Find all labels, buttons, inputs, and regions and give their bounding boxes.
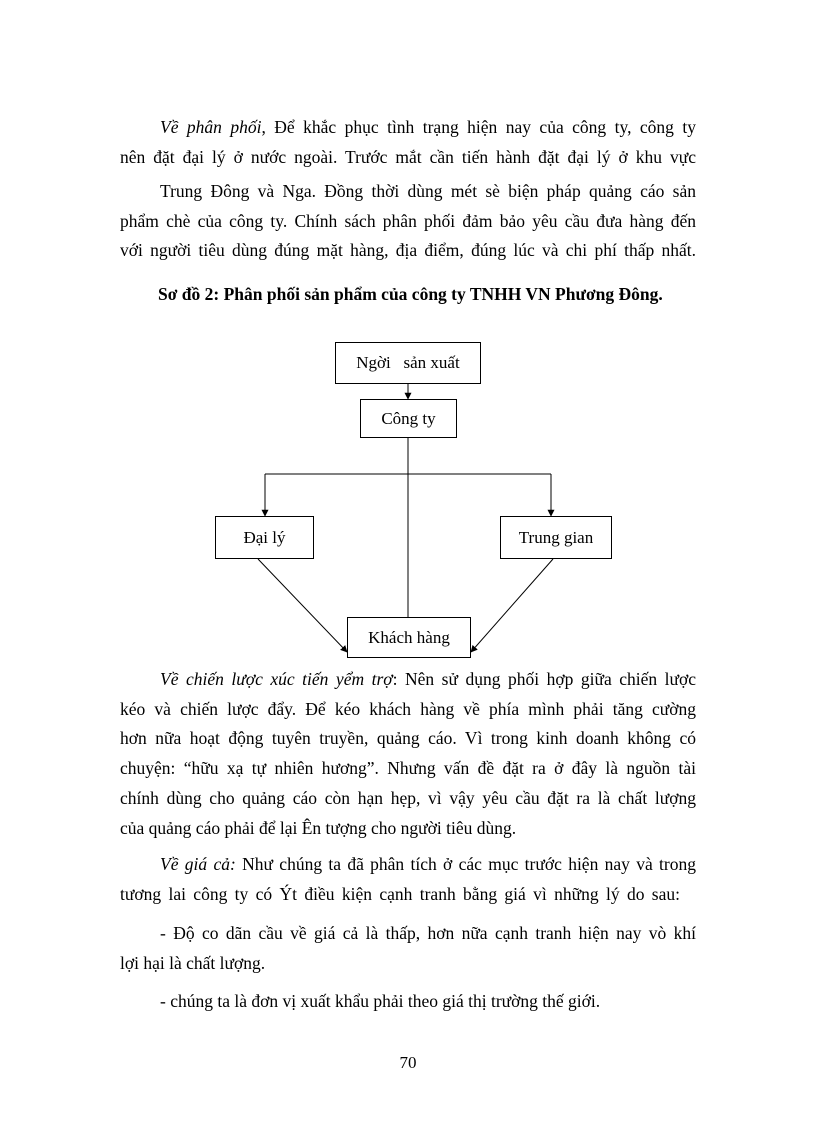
- para1-lead: Về phân phối: [160, 117, 262, 137]
- bullet2: - chúng ta là đơn vị xuất khẩu phải theo giá thị trường thế giới.: [160, 991, 601, 1011]
- para1-line5: với người tiêu dùng đúng mặt hàng, địa điểm, đúng lúc và chi phí thấp nhất.: [120, 240, 696, 260]
- para1-line3: Trung Đông và Nga. Đồng thời dùng mét sè biện pháp quảng cáo sản: [160, 181, 696, 201]
- agent-box: Đại lý: [215, 516, 314, 559]
- company-box: Công ty: [360, 399, 457, 438]
- arrow-intermediary-customer: [471, 559, 553, 652]
- para2-line6: của quảng cáo phải để lại Ên tượng cho người tiêu dùng.: [120, 818, 517, 838]
- para1-line2: nên đặt đại lý ở nước ngoài. Trước mắt cần tiến hành đặt đại lý ở khu vực: [120, 147, 696, 167]
- para2-line3: hơn nữa hoạt động tuyên truyền, quảng cáo. Vì trong kinh doanh không có: [120, 728, 696, 748]
- para2-lead: Về chiến lược xúc tiến yểm trợ: [160, 669, 393, 689]
- para3-line1: Về giá cả: Như chúng ta đã phân tích ở các mục trước hiện nay và trong: [160, 854, 696, 874]
- bullet1-line1: - Độ co dãn cầu về giá cả là thấp, hơn nữa cạnh tranh hiện nay vò khí: [160, 923, 696, 943]
- page-number: 70: [399, 1053, 417, 1072]
- para3-line2: tương lai công ty có Ýt điều kiện cạnh tranh bằng giá vì những lý do sau:: [120, 884, 680, 904]
- para1-line1: Về phân phối, Để khắc phục tình trạng hiện nay của công ty, công ty: [160, 117, 696, 137]
- para2-line1: Về chiến lược xúc tiến yểm trợ: Nên sử dụng phối hợp giữa chiến lược: [160, 669, 696, 689]
- para2-line4: chuyện: “hữu xạ tự nhiên hương”. Nhưng vấn đề đặt ra ở đây là nguồn tài: [120, 758, 696, 778]
- para1-line4: phẩm chè của công ty. Chính sách phân phối đảm bảo yêu cầu đưa hàng đến: [120, 211, 696, 231]
- producer-box: Ngời sản xuất: [335, 342, 481, 384]
- para2-line5: chính dùng cho quảng cáo còn hạn hẹp, vì vậy yêu cầu đặt ra là chất lượng: [120, 788, 696, 808]
- arrow-agent-customer: [258, 559, 347, 652]
- para3-lead: Về giá cả:: [160, 854, 236, 874]
- bullet1-line2: lợi hại là chất lượng.: [120, 953, 266, 973]
- para2-line2: kéo và chiến lược đẩy. Để kéo khách hàng về phía mình phải tăng cường: [120, 699, 696, 719]
- diagram-title: Sơ đồ 2: Phân phối sản phẩm của công ty TNHH VN Phương Đông.: [158, 284, 663, 304]
- customer-box: Khách hàng: [347, 617, 471, 658]
- intermediary-box: Trung gian: [500, 516, 612, 559]
